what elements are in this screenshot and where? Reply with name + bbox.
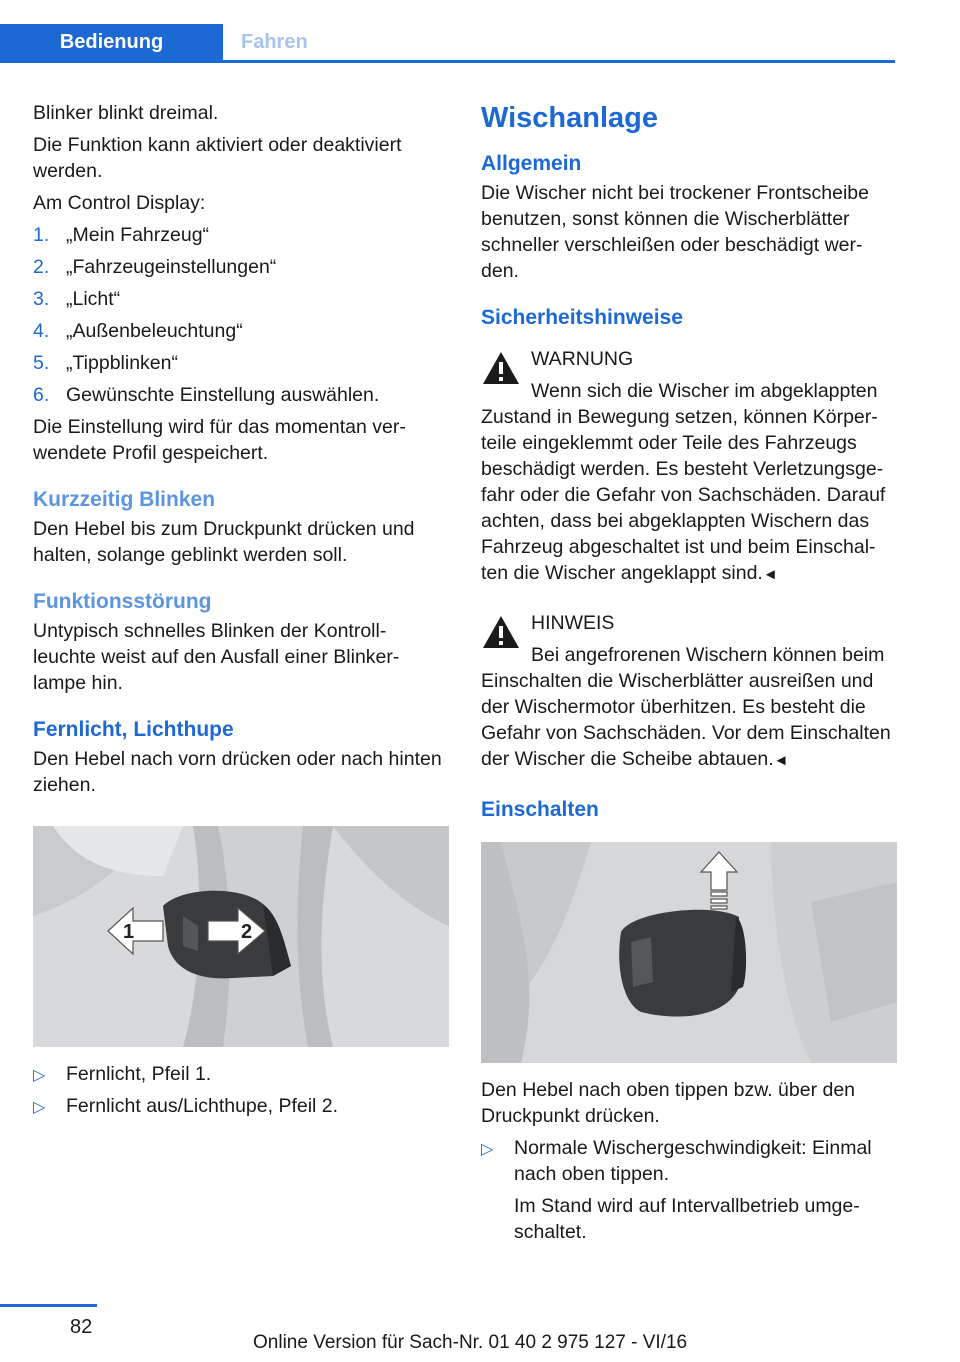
step-number: 2. <box>33 256 50 278</box>
step-text: „Fahrzeugeinstellungen“ <box>66 256 277 278</box>
paragraph: Den Hebel nach oben tippen bzw. über den Druckpunkt drücken. <box>481 1079 856 1127</box>
wiper-lever-illustration <box>481 842 897 1063</box>
end-mark-icon: ◄ <box>762 566 778 583</box>
paragraph: Blinker blinkt dreimal. <box>33 102 219 124</box>
bullet-list <box>481 1135 897 1245</box>
chapter-tabs <box>0 24 324 60</box>
list-item <box>33 318 449 344</box>
paragraph: Untypisch schnelles Blinken der Kontroll-leuchte weist auf den Ausfall einer Blinker-lampe hin. <box>33 620 400 694</box>
step-number: 1. <box>33 224 50 246</box>
tab-fahren[interactable]: Fahren <box>241 31 308 53</box>
paragraph: Die Einstellung wird für das momentan ver-wendete Profil gespeichert. <box>33 416 406 464</box>
page-number: 82 <box>70 1316 93 1338</box>
bullet-list <box>33 1061 449 1119</box>
triangle-bullet-icon: ▷ <box>33 1099 46 1116</box>
hinweis-text: Bei angefrorenen Wischern können beim Einschalten die Wischerblätter ausreißen und der Wischermotor überhitzen. Es besteht die Gefahr von Sachschäden. Vor dem Einschalten der Wischer die Scheibe abtauen. <box>481 644 891 770</box>
list-item <box>33 350 449 376</box>
left-column <box>33 100 449 1125</box>
lever-illustration <box>33 826 449 1047</box>
warning-title: WARNUNG <box>531 348 634 370</box>
heading-sicherheitshinweise: Sicherheitshinweise <box>481 306 683 329</box>
list-item <box>33 286 449 312</box>
heading-wischanlage: Wischanlage <box>481 102 659 134</box>
figure-blinker-lever <box>33 826 449 1047</box>
step-text: „Tippblinken“ <box>66 352 178 374</box>
paragraph: Den Hebel bis zum Druckpunkt drücken und halten, solange geblinkt werden soll. <box>33 518 415 566</box>
paragraph: Die Wischer nicht bei trockener Frontscheibe benutzen, sonst können die Wischerblätter schneller verschleißen oder beschädigt wer-den. <box>481 182 869 282</box>
step-number: 3. <box>33 288 50 310</box>
hinweis-title: HINWEIS <box>531 612 615 634</box>
right-column <box>481 98 897 1251</box>
footer-rule <box>0 1304 97 1307</box>
arrow-label-2: 2 <box>241 921 253 943</box>
header-rule <box>0 60 895 63</box>
figure-wiper-lever <box>481 842 897 1063</box>
footer-version-text: Online Version für Sach-Nr. 01 40 2 975 127 - VI/16 <box>253 1332 688 1353</box>
heading-allgemein: Allgemein <box>481 152 582 175</box>
warning-text: Wenn sich die Wischer im abgeklappten Zustand in Bewegung setzen, können Körper-teile eingeklemmt oder Teile des Fahrzeugs beschädigt werden. Es besteht Verletzungsge-fahr oder die Gefahr von Sachschäden. Darauf achten, dass bei abgeklappten Wischern das Fahrzeug abgeschaltet ist und beim Einschal-ten die Wischer angeklappt sind. <box>481 380 886 584</box>
heading-funktionsstoerung: Funktionsstörung <box>33 590 212 613</box>
triangle-bullet-icon: ▷ <box>481 1141 494 1158</box>
heading-fernlicht: Fernlicht, Lichthupe <box>33 718 234 741</box>
warning-triangle-icon <box>481 614 521 650</box>
list-item: ▷ Normale Wischergeschwindigkeit: Einmal nach oben tippen. Im Stand wird auf Intervallbetrieb umge-schaltet. <box>481 1135 897 1245</box>
list-item <box>33 382 449 408</box>
heading-kurzzeitig-blinken: Kurzzeitig Blinken <box>33 488 216 511</box>
warning-box <box>481 346 897 588</box>
paragraph: Die Funktion kann aktiviert oder deaktiviert werden. <box>33 134 402 182</box>
paragraph: Am Control Display: <box>33 192 206 214</box>
sub-paragraph: Im Stand wird auf Intervallbetrieb umge-schaltet. <box>514 1195 860 1243</box>
paragraph: Den Hebel nach vorn drücken oder nach hinten ziehen. <box>33 748 442 796</box>
step-text: Gewünschte Einstellung auswählen. <box>66 384 380 406</box>
list-item <box>33 254 449 280</box>
tab-bedienung[interactable]: Bedienung <box>0 24 223 60</box>
step-number: 6. <box>33 384 50 406</box>
list-item: ▷ Fernlicht aus/Lichthupe, Pfeil 2. <box>33 1093 449 1119</box>
end-mark-icon: ◄ <box>773 752 789 769</box>
warning-triangle-icon <box>481 350 521 386</box>
heading-einschalten: Einschalten <box>481 798 599 821</box>
triangle-bullet-icon: ▷ <box>33 1067 46 1084</box>
step-text: „Mein Fahrzeug“ <box>66 224 210 246</box>
step-number: 5. <box>33 352 50 374</box>
step-text: „Außenbeleuchtung“ <box>66 320 243 342</box>
step-number: 4. <box>33 320 50 342</box>
list-item <box>33 222 449 248</box>
step-text: „Licht“ <box>66 288 121 310</box>
hinweis-box <box>481 610 897 774</box>
steps-list <box>33 222 449 408</box>
arrow-label-1: 1 <box>123 921 135 943</box>
list-item: ▷ Fernlicht, Pfeil 1. <box>33 1061 449 1087</box>
